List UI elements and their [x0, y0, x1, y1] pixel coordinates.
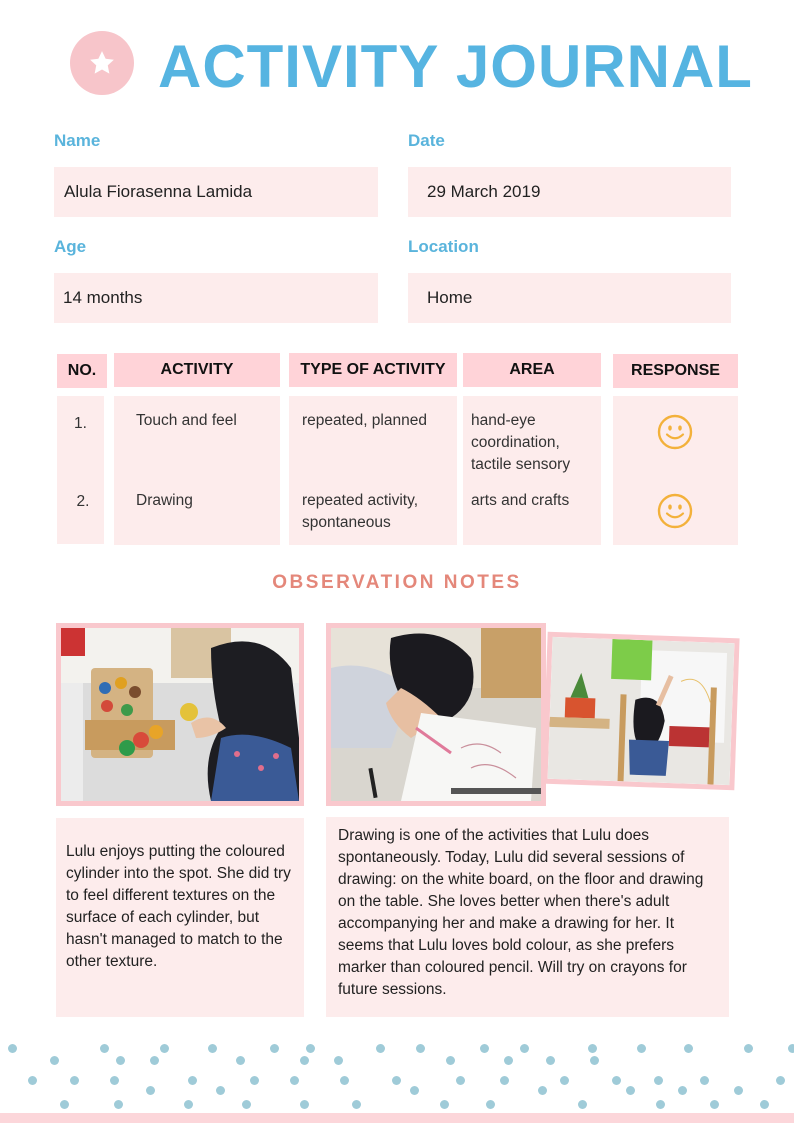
photo-touch-and-feel: [56, 623, 304, 806]
decorative-dot: [392, 1076, 401, 1085]
decorative-dot: [184, 1100, 193, 1109]
decorative-dot: [410, 1086, 419, 1095]
age-value: 14 months: [63, 288, 143, 307]
note-left-box: [56, 818, 304, 1017]
decorative-dot: [500, 1076, 509, 1085]
decorative-dot: [70, 1076, 79, 1085]
table-header-type: TYPE OF ACTIVITY: [289, 353, 457, 387]
age-label: Age: [54, 237, 87, 256]
decorative-dot: [270, 1044, 279, 1053]
table-cell-area: arts and crafts: [471, 492, 570, 509]
decorative-dot: [110, 1076, 119, 1085]
decorative-dot: [352, 1100, 361, 1109]
table-cell-no: 1.: [74, 415, 87, 432]
decorative-dot: [114, 1100, 123, 1109]
note-left: Lulu enjoys putting the coloured cylinder into the spot. She did try to feel different textures on the surface of each cylinder, but hasn't managed to match to the other texture.: [66, 843, 291, 970]
decorative-dot: [116, 1056, 125, 1065]
decorative-dot: [776, 1076, 785, 1085]
table-header-activity: ACTIVITY: [114, 353, 280, 387]
decorative-dot: [654, 1076, 663, 1085]
decorative-dot: [416, 1044, 425, 1053]
decorative-dot: [480, 1044, 489, 1053]
decorative-dot: [334, 1056, 343, 1065]
table-header-area: AREA: [463, 353, 601, 387]
response-smiley: [657, 414, 693, 455]
star-icon: [87, 48, 117, 78]
decorative-dot: [446, 1056, 455, 1065]
table-cell-no: 2.: [76, 493, 90, 510]
page-title: ACTIVITY JOURNAL: [158, 33, 753, 100]
bottom-bar: [0, 1113, 794, 1123]
decorative-dot: [788, 1044, 794, 1053]
decorative-dot: [100, 1044, 109, 1053]
table-cell-activity: Touch and feel: [136, 412, 237, 429]
decorative-dot: [160, 1044, 169, 1053]
name-field[interactable]: [54, 167, 378, 217]
location-value: Home: [427, 288, 473, 307]
decorative-dot: [300, 1100, 309, 1109]
decorative-dot: [538, 1086, 547, 1095]
decorative-dot: [300, 1056, 309, 1065]
decorative-dot: [734, 1086, 743, 1095]
table-cell-type: repeated, planned: [302, 412, 427, 429]
decorative-dot: [590, 1056, 599, 1065]
decorative-dot: [560, 1076, 569, 1085]
decorative-dot: [637, 1044, 646, 1053]
name-label: Name: [54, 131, 101, 150]
decorative-dot: [520, 1044, 529, 1053]
decorative-dot: [236, 1056, 245, 1065]
decorative-dot: [242, 1100, 251, 1109]
observation-title: OBSERVATION NOTES: [272, 572, 522, 593]
decorative-dot: [710, 1100, 719, 1109]
date-label: Date: [408, 131, 445, 150]
decorative-dot: [150, 1056, 159, 1065]
photo-drawing-floor: [326, 623, 546, 806]
note-right: Drawing is one of the activities that Lulu does spontaneously. Today, Lulu did several sessions of drawing: on the white board, on the floor and drawing on the table. She loves better when there's adult accompanying her and make a drawing for her. It seems that Lulu loves bold colour, as she prefers marker than coloured pencil. Will try on crayons for future sessions.: [338, 827, 704, 998]
decorative-dot: [626, 1086, 635, 1095]
table-cell-area: hand-eye coordination, tactile sensory: [471, 412, 571, 473]
decorative-dot: [188, 1076, 197, 1085]
table-cell-type: repeated activity, spontaneous: [302, 492, 419, 531]
decorative-dot: [760, 1100, 769, 1109]
decorative-dot: [290, 1076, 299, 1085]
table-cell-activity: Drawing: [136, 492, 193, 509]
decorative-dot: [306, 1044, 315, 1053]
decorative-dot: [50, 1056, 59, 1065]
decorative-dot: [700, 1076, 709, 1085]
decorative-dot: [612, 1076, 621, 1085]
decorative-dot: [656, 1100, 665, 1109]
name-value: Alula Fiorasenna Lamida: [64, 182, 253, 201]
smiley-icon: [657, 493, 693, 529]
note-right-box: [326, 817, 729, 1017]
table-header-no: NO.: [57, 354, 107, 388]
decorative-dot: [486, 1100, 495, 1109]
date-field[interactable]: [408, 167, 731, 217]
date-value: 29 March 2019: [427, 182, 541, 201]
decorative-dot: [504, 1056, 513, 1065]
decorative-dot: [250, 1076, 259, 1085]
decorative-dot: [208, 1044, 217, 1053]
decorative-dot: [216, 1086, 225, 1095]
decorative-dot: [546, 1056, 555, 1065]
decorative-dot: [456, 1076, 465, 1085]
age-field[interactable]: [54, 273, 378, 323]
location-field[interactable]: [408, 273, 731, 323]
smiley-icon: [657, 414, 693, 450]
decorative-dot: [588, 1044, 597, 1053]
table-header-response: RESPONSE: [613, 354, 738, 388]
decorative-dot: [146, 1086, 155, 1095]
decorative-dot: [578, 1100, 587, 1109]
decorative-dot: [678, 1086, 687, 1095]
photo-drawing-whiteboard: [542, 632, 739, 791]
decorative-dot: [8, 1044, 17, 1053]
decorative-dot: [340, 1076, 349, 1085]
location-label: Location: [408, 237, 479, 256]
decorative-dot: [744, 1044, 753, 1053]
star-badge: [70, 31, 134, 95]
decorative-dot: [60, 1100, 69, 1109]
decorative-dot: [684, 1044, 693, 1053]
response-smiley: [657, 493, 693, 534]
decorative-dot: [376, 1044, 385, 1053]
decorative-dot: [440, 1100, 449, 1109]
decorative-dot: [28, 1076, 37, 1085]
